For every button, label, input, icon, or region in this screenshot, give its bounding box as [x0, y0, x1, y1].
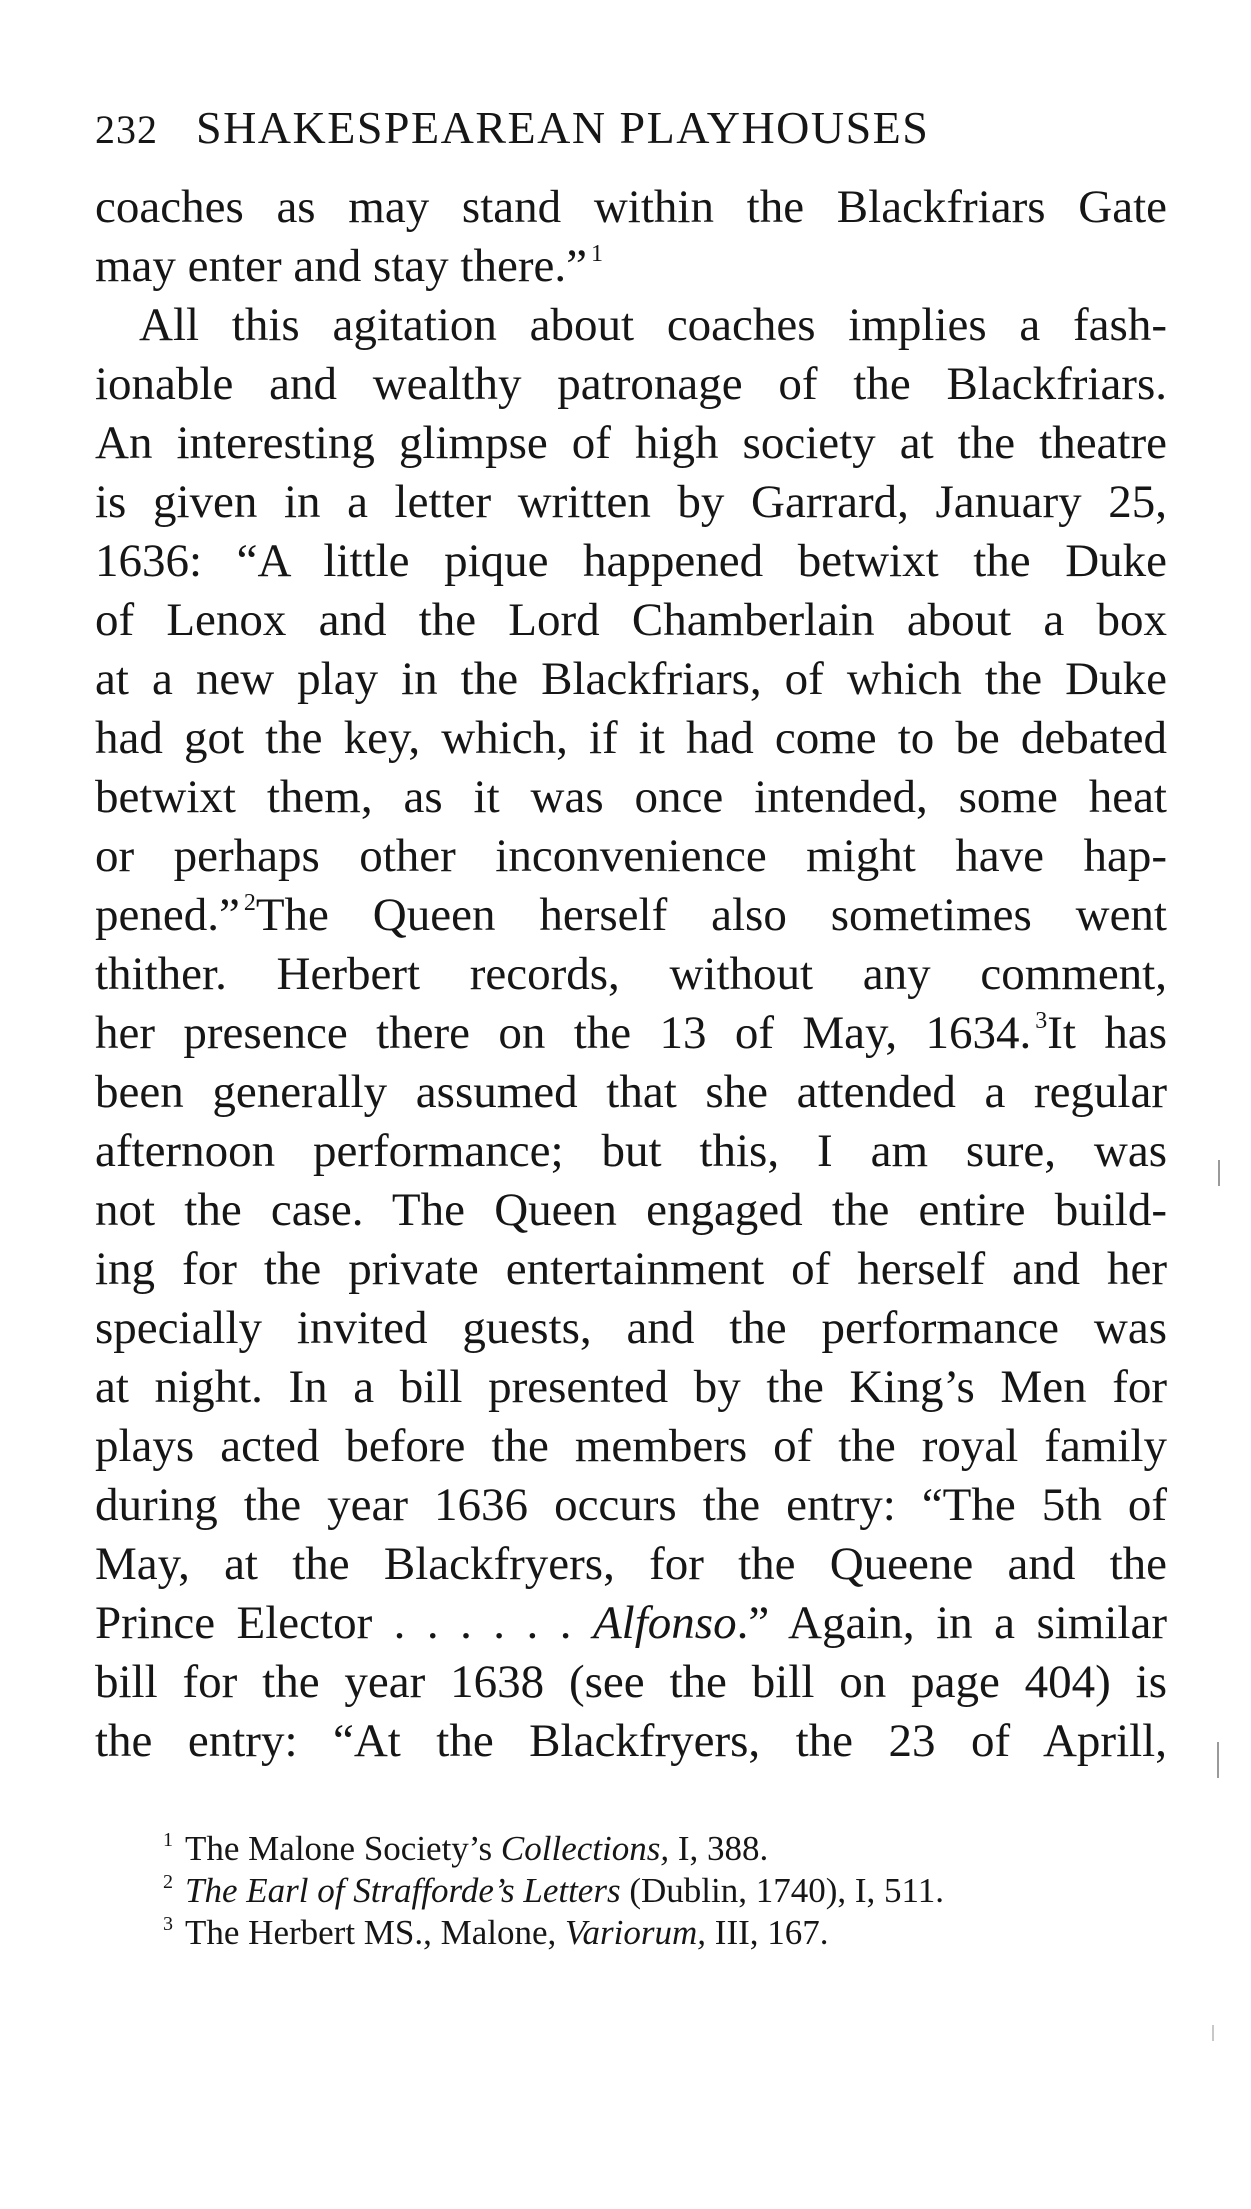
scan-artifact: [1218, 1160, 1220, 1186]
text-line: [95, 237, 1167, 296]
footnotes: [163, 1828, 1123, 1954]
footnote: [163, 1912, 1123, 1954]
text-line-content: may enter and stay there.”: [95, 240, 587, 292]
text-line-content: It has: [1047, 1007, 1167, 1059]
text-line: during the year 1636 occurs the entry: “The 5th of: [95, 1479, 1167, 1531]
text-line: at a new play in the Blackfriars, of which the Duke: [95, 653, 1167, 705]
running-title: SHAKESPEAREAN PLAYHOUSES: [196, 102, 930, 153]
text-line: [95, 886, 1167, 945]
page-number: 232: [95, 107, 158, 152]
footnote-text: (Dublin, 1740), I, 511.: [629, 1871, 944, 1910]
text-line: is given in a letter written by Garrard, January 25,: [95, 476, 1167, 528]
text-line-content: Prince Elector . . . . . .: [95, 1597, 572, 1649]
running-head: [95, 98, 1155, 158]
text-line: bill for the year 1638 (see the bill on page 404) is: [95, 1656, 1167, 1708]
text-line: [95, 1004, 1167, 1063]
text-line-content: The Queen herself also sometimes went: [255, 889, 1167, 941]
footnote-mark: 3: [163, 1913, 173, 1935]
footnote-ref: 3: [1035, 1008, 1048, 1034]
footnote: [163, 1870, 1123, 1912]
footnote-mark: 2: [163, 1871, 173, 1893]
text-line: the entry: “At the Blackfryers, the 23 of Aprill,: [95, 1715, 1167, 1767]
italic-title: Alfonso: [592, 1597, 737, 1649]
footnote-italic: Variorum,: [565, 1913, 707, 1952]
text-line: at night. In a bill presented by the King’s Men for: [95, 1361, 1167, 1413]
footnote-ref: 1: [590, 241, 603, 267]
text-line: coaches as may stand within the Blackfriars Gate: [95, 181, 1167, 233]
text-line: plays acted before the members of the royal family: [95, 1420, 1167, 1472]
footnote-text: The Malone Society’s: [185, 1829, 493, 1868]
text-line: An interesting glimpse of high society at the theatre: [95, 417, 1167, 469]
text-line: ionable and wealthy patronage of the Blackfriars.: [95, 358, 1167, 410]
footnote-italic: The Earl of Strafforde’s Letters: [185, 1871, 621, 1910]
footnote-text: III, 167.: [714, 1913, 829, 1952]
scan-artifact: [1212, 2025, 1214, 2041]
text-line: [95, 1594, 1167, 1653]
text-line-content: pened.”: [95, 889, 240, 941]
text-line: of Lenox and the Lord Chamberlain about a box: [95, 594, 1167, 646]
footnote-italic: Collections,: [500, 1829, 670, 1868]
footnote-text: I, 388.: [677, 1829, 769, 1868]
text-line: betwixt them, as it was once intended, some heat: [95, 771, 1167, 823]
text-line: ing for the private entertainment of herself and her: [95, 1243, 1167, 1295]
footnote: [163, 1828, 1123, 1870]
text-line: or perhaps other inconvenience might have hap-: [95, 830, 1167, 882]
footnote-mark: 1: [163, 1829, 173, 1851]
text-line: thither. Herbert records, without any comment,: [95, 948, 1167, 1000]
text-line: May, at the Blackfryers, for the Queene and the: [95, 1538, 1167, 1590]
footnote-ref: 2: [243, 890, 256, 916]
text-line: 1636: “A little pique happened betwixt the Duke: [95, 535, 1167, 587]
text-line: afternoon performance; but this, I am sure, was: [95, 1125, 1167, 1177]
text-line-content: .” Again, in a similar: [736, 1597, 1167, 1649]
text-line-content: her presence there on the 13 of May, 1634.: [95, 1007, 1032, 1059]
text-line: had got the key, which, if it had come to be debated: [95, 712, 1167, 764]
body-text: [95, 178, 1167, 1771]
text-line: specially invited guests, and the performance was: [95, 1302, 1167, 1354]
text-line: All this agitation about coaches implies a fash-: [139, 299, 1167, 351]
text-line: not the case. The Queen engaged the entire build-: [95, 1184, 1167, 1236]
scan-artifact: [1217, 1742, 1219, 1778]
text-line: been generally assumed that she attended a regular: [95, 1066, 1167, 1118]
footnote-text: The Herbert MS., Malone,: [185, 1913, 557, 1952]
